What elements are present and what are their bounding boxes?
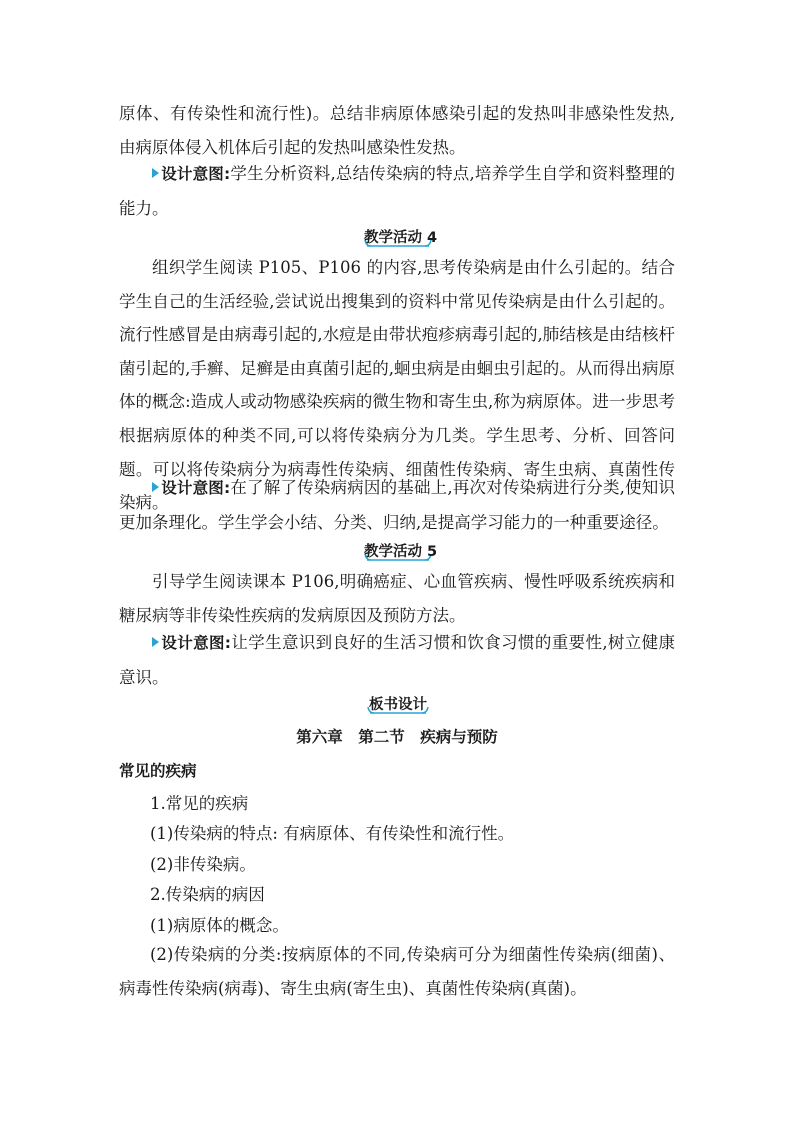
activity-5-banner	[364, 539, 438, 563]
activity-5-title: 教学活动 5	[364, 544, 438, 560]
outline-item: (1)病原体的概念。	[150, 916, 289, 935]
section-heading: 常见的疾病	[119, 762, 197, 780]
outline-item: 2.传染病的病因	[150, 885, 265, 904]
triangle-marker-icon	[152, 168, 159, 178]
triangle-marker-icon	[152, 482, 159, 492]
triangle-marker-icon	[152, 637, 159, 647]
paragraph-pathogen-fever: 原体、有传染性和流行性)。总结非病原体感染引起的发热叫非感染性发热,由病原体侵入机体后引起的发热叫感染性发热。	[119, 104, 675, 157]
outline-item-classification: (2)传染病的分类:按病原体的不同,传染病可分为细菌性传染病(细菌)、病毒性传染病(病毒)、寄生虫病(寄生虫)、真菌性传染病(真菌)。	[119, 945, 675, 998]
activity-4-title: 教学活动 4	[364, 230, 438, 246]
design-intent-label: 设计意图:	[161, 479, 231, 497]
design-intent-text: 在了解了传染病病因的基础上,再次对传染病进行分类,使知识更加条理化。学生学会小结、分类、归纳,是提高学习能力的一种重要途径。	[119, 478, 675, 532]
paragraph-activity-4: 组织学生阅读 P105、P106 的内容,思考传染病是由什么引起的。结合学生自己的生活经验,尝试说出搜集到的资料中常见传染病是由什么引起的。流行性感冒是由病毒引起的,水痘是由带状疱疹病毒引起的,肺结核是由结核杆菌引起的,手癣、足癣是由真菌引起的,蛔虫病是由蛔虫引起的。从而得出病原体的概念:造成人或动物感染疾病的微生物和寄生虫,称为病原体。进一步思考根据病原体的种类不同,可以将传染病分为几类。学生思考、分析、回答问题。可以将传染病分为病毒性传染病、细菌性传染病、寄生虫病、真菌性传染病。	[119, 258, 675, 513]
design-intent-1	[119, 157, 675, 225]
outline-item: (1)传染病的特点: 有病原体、有传染性和流行性。	[150, 824, 515, 843]
board-design-banner	[367, 692, 429, 716]
activity-4-banner	[364, 225, 438, 249]
outline-item: 1.常见的疾病	[150, 794, 249, 813]
design-intent-label: 设计意图:	[161, 165, 231, 183]
design-intent-label: 设计意图:	[161, 634, 232, 652]
design-intent-text: 学生分析资料,总结传染病的特点,培养学生自学和资料整理的能力。	[119, 164, 675, 218]
design-intent-2	[119, 471, 675, 539]
design-intent-3	[119, 626, 675, 694]
design-intent-text: 让学生意识到良好的生活习惯和饮食习惯的重要性,树立健康意识。	[119, 633, 676, 687]
chapter-title: 第六章 第二节 疾病与预防	[296, 728, 498, 746]
paragraph-activity-5: 引导学生阅读课本 P106,明确癌症、心血管疾病、慢性呼吸系统疾病和糖尿病等非传染性疾病的发病原因及预防方法。	[119, 572, 675, 625]
outline-item: (2)非传染病。	[150, 855, 256, 874]
board-design-title: 板书设计	[369, 697, 427, 713]
